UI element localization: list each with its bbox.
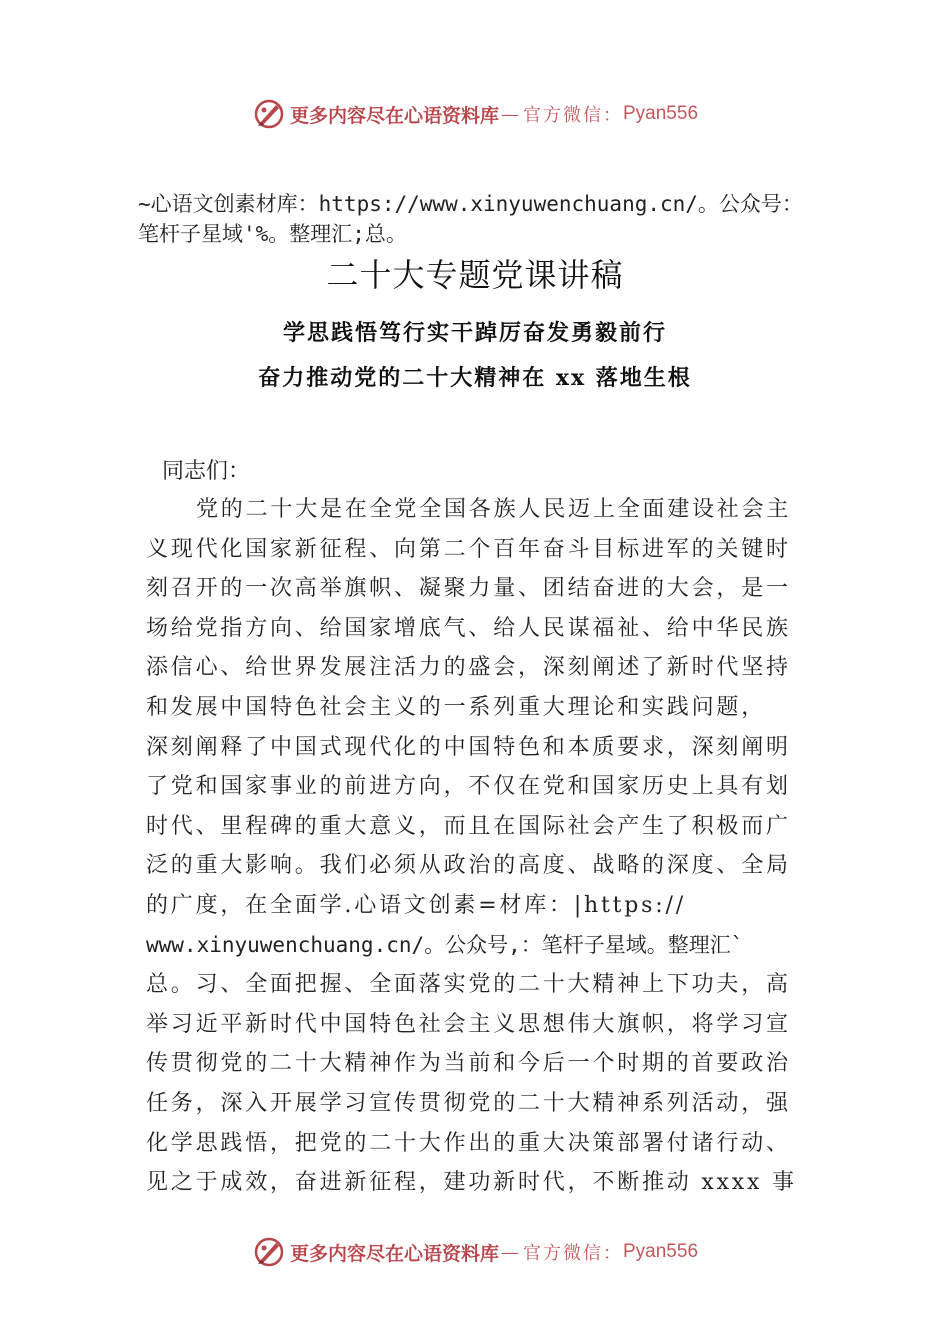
banner-dash: — (501, 103, 521, 125)
source-line-1: ~心语文创素材库：https://www.xinyuwenchuang.cn/。公众号： (138, 192, 803, 216)
body-line: 添信心、给世界发展注活力的盛会，深刻阐述了新时代坚持 (146, 655, 791, 681)
banner-official-label: 官方微信： (523, 1243, 623, 1264)
banner-official-label: 官方微信： (523, 105, 623, 126)
body-line: 刻召开的一次高举旗帜、凝聚力量、团结奋进的大会，是一 (146, 576, 791, 602)
body-line: 传贯彻党的二十大精神作为当前和今后一个时期的首要政治 (146, 1051, 791, 1077)
banner-wechat-id: Pyan556 (623, 1241, 699, 1262)
footer-watermark-banner (0, 1232, 950, 1272)
banner-brand-text: 更多内容尽在心语资料库 (289, 104, 499, 127)
body-line: 举习近平新时代中国特色社会主义思想伟大旗帜，将学习宣 (146, 1011, 791, 1037)
body-line: 化学思践悟，把党的二十大作出的重大决策部署付诸行动、 (146, 1130, 791, 1156)
body-paragraph (146, 490, 826, 1203)
document-subtitle-1: 学思践悟笃行实干踔厉奋发勇毅前行 (282, 320, 667, 346)
banner-dash: — (501, 1241, 521, 1263)
body-line: 任务，深入开展学习宣传贯彻党的二十大精神系列活动，强 (146, 1090, 791, 1116)
banner-wechat-id: Pyan556 (623, 103, 699, 124)
source-line-2: 笔杆子星域'%。整理汇;总。 (138, 222, 407, 246)
body-line: 见之于成效，奋进新征程，建功新时代，不断推动 xxxx 事 (146, 1170, 797, 1196)
document-subtitle-2: 奋力推动党的二十大精神在 xx 落地生根 (258, 365, 692, 391)
pen-logo-icon (252, 97, 286, 131)
document-title: 二十大专题党课讲稿 (326, 256, 624, 294)
salutation: 同志们： (162, 459, 251, 484)
body-line: 和发展中国特色社会主义的一系列重大理论和实践问题， (146, 694, 767, 720)
body-line: 深刻阐释了中国式现代化的中国特色和本质要求，深刻阐明 (146, 734, 791, 760)
body-line: 时代、里程碑的重大意义，而且在国际社会产生了积极而广 (146, 813, 791, 839)
body-line: 的广度，在全面学.心语文创素=材库：|https:// (146, 892, 686, 918)
body-line: 泛的重大影响。我们必须从政治的高度、战略的深度、全局 (146, 853, 791, 879)
body-line: 总。习、全面把握、全面落实党的二十大精神上下功夫，高 (146, 972, 791, 998)
banner-brand-text: 更多内容尽在心语资料库 (289, 1242, 499, 1265)
header-watermark-banner (0, 94, 950, 134)
body-line: 场给党指方向、给国家增底气、给人民谋福祉、给中华民族 (146, 615, 791, 641)
pen-logo-icon (252, 1235, 286, 1269)
body-line: www.xinyuwenchuang.cn/。公众号,：笔杆子星域。整理汇` (146, 932, 744, 957)
body-line: 了党和国家事业的前进方向，不仅在党和国家历史上具有划 (146, 774, 791, 800)
body-line: 义现代化国家新征程、向第二个百年奋斗目标进军的关键时 (146, 536, 791, 562)
body-line: 党的二十大是在全党全国各族人民迈上全面建设社会主 (196, 497, 792, 522)
